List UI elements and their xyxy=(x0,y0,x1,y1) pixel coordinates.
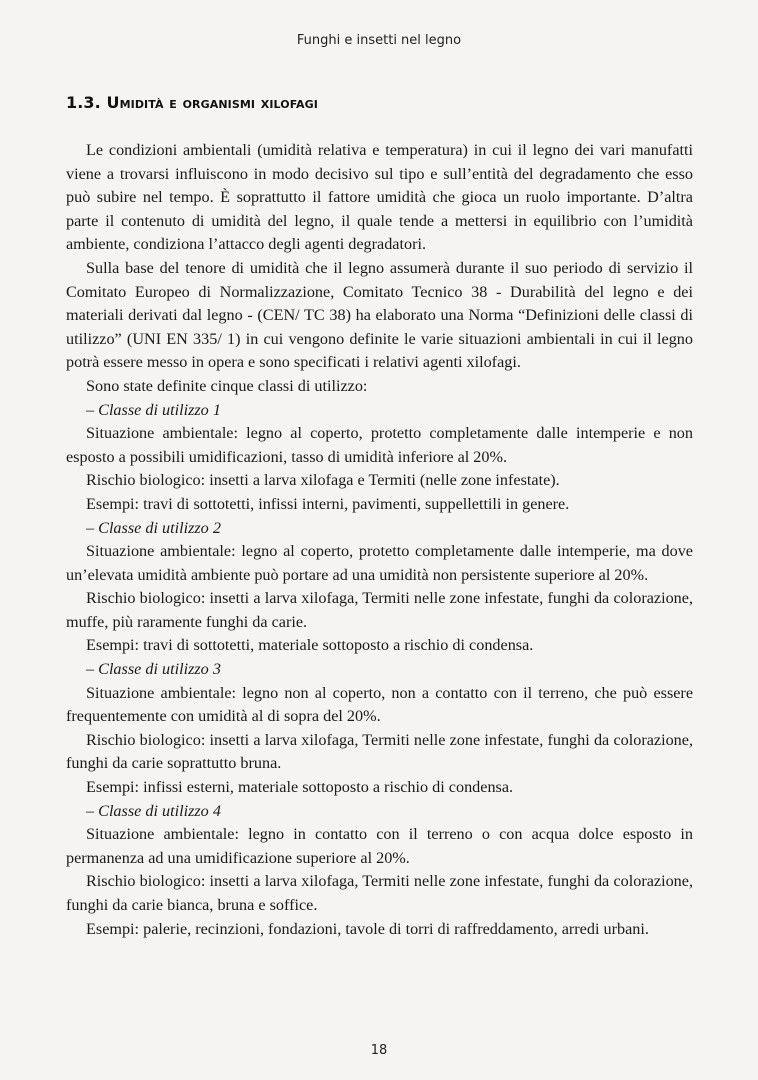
page-number: 18 xyxy=(370,1043,388,1058)
section-title: Umidità e organismi xilofagi xyxy=(106,93,318,112)
class-1-examples: Esempi: travi di sottotetti, infissi interni, pavimenti, suppellettili in genere. xyxy=(86,494,570,513)
class-1-risk: Rischio biologico: insetti a larva xilofaga e Termiti (nelle zone infestate). xyxy=(86,471,560,490)
section-number: 1.3. xyxy=(66,93,101,112)
class-4-examples: Esempi: palerie, recinzioni, fondazioni, tavole di torri di raffreddamento, arredi urbani. xyxy=(86,919,649,938)
class-heading-2: – Classe di utilizzo 2 xyxy=(86,518,221,537)
class-heading-3: – Classe di utilizzo 3 xyxy=(86,660,221,679)
class-4-risk: Rischio biologico: insetti a larva xilofaga, Termiti nelle zone infestate, funghi da colorazione, funghi da carie bianca, bruna e soffice. xyxy=(66,872,693,914)
class-2-risk: Rischio biologico: insetti a larva xilofaga, Termiti nelle zone infestate, funghi da colorazione, muffe, più raramente funghi da carie. xyxy=(66,589,693,631)
section-heading xyxy=(66,93,318,112)
class-3-risk: Rischio biologico: insetti a larva xilofaga, Termiti nelle zone infestate, funghi da colorazione, funghi da carie soprattutto bruna. xyxy=(66,730,693,773)
class-3-examples: Esempi: infissi esterni, materiale sottoposto a rischio di condensa. xyxy=(86,778,514,797)
running-head: Funghi e insetti nel legno xyxy=(296,33,462,48)
class-2-situation: Situazione ambientale: legno al coperto, protetto completamente dalle intemperie, ma dove un’elevata umidità ambiente può portare ad una umidità non persistente superiore al 20%. xyxy=(66,542,693,584)
class-4-situation: Situazione ambientale: legno in contatto con il terreno o con acqua dolce esposto in permanenza ad una umidificazione superiore al 20%. xyxy=(66,825,693,867)
body-text xyxy=(66,139,693,941)
class-heading-1: – Classe di utilizzo 1 xyxy=(86,400,221,419)
paragraph-intro: Le condizioni ambientali (umidità relativa e temperatura) in cui il legno dei vari manufatti viene a trovarsi influiscono in modo decisivo sul tipo e sull’entità del degradamento che esso può subire nel tempo. È soprattutto il fattore umidità che gioca un ruolo importante. D’altra parte il contenuto di umidità del legno, il quale tende a mettersi in equilibrio con l’umidità ambiente, condiziona l’attacco degli agenti degradatori. xyxy=(66,141,693,254)
class-3-situation: Situazione ambientale: legno non al coperto, non a contatto con il terreno, che può essere frequentemente con umidità al di sopra del 20%. xyxy=(66,683,693,726)
paragraph-norm: Sulla base del tenore di umidità che il legno assumerà durante il suo periodo di servizio il Comitato Europeo di Normalizzazione, Comitato Tecnico 38 - Durabilità del legno e dei materiali derivati dal legno - (CEN/ TC 38) ha elaborato una Norma “Definizioni delle classi di utilizzo” (UNI EN 335/ 1) in cui vengono definite le varie situazioni ambientali in cui il legno potrà essere messo in opera e sono specificati i relativi agenti xilofagi. xyxy=(66,258,693,372)
class-heading-4: – Classe di utilizzo 4 xyxy=(86,801,221,820)
class-1-situation: Situazione ambientale: legno al coperto, protetto completamente dalle intemperie e non esposto a possibili umidificazioni, tasso di umidità inferiore al 20%. xyxy=(66,424,693,466)
class-2-examples: Esempi: travi di sottotetti, materiale sottoposto a rischio di condensa. xyxy=(86,636,534,655)
paragraph-classes-intro: Sono state definite cinque classi di utilizzo: xyxy=(86,376,368,395)
